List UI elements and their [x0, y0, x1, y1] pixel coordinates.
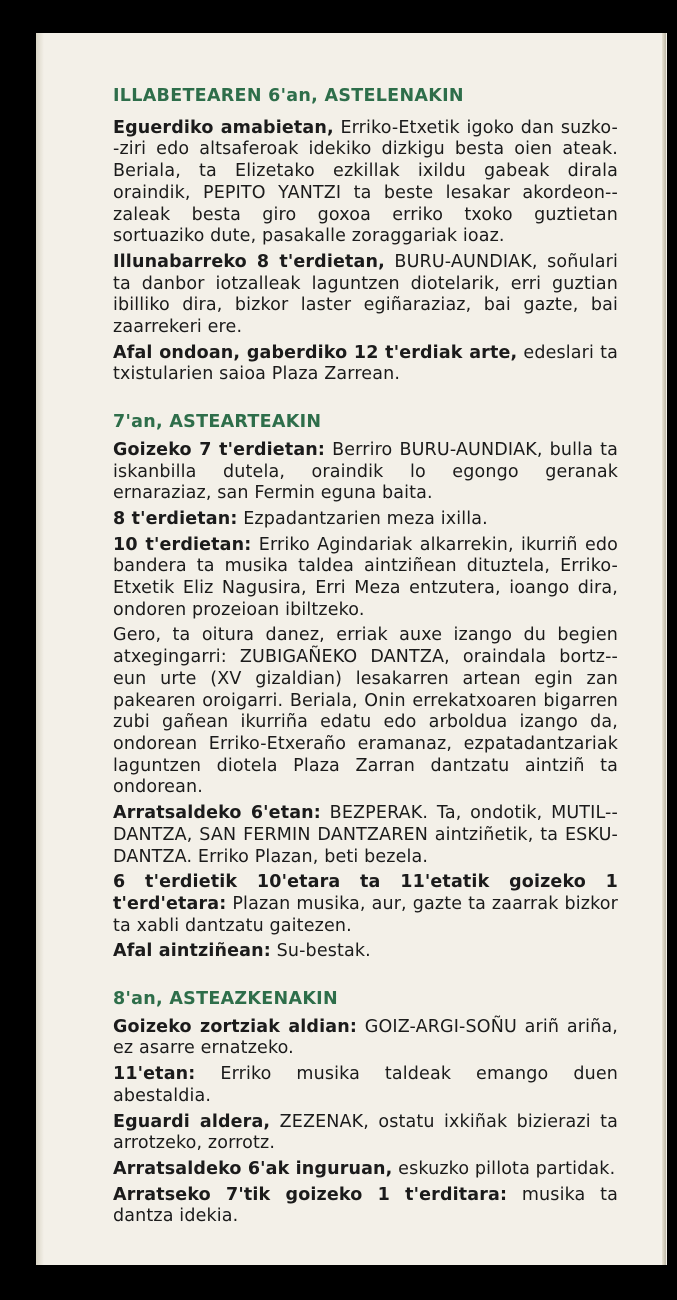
paragraph-text: ZEZENAK, ostatu ixkiñak bizierazi ta arrotzeko, zorrotz.	[113, 1111, 618, 1154]
paragraph-text: Erriko musika taldeak emango duen abestaldia.	[113, 1064, 618, 1106]
paragraph	[113, 803, 618, 868]
paragraph-lead: Afal ondoan, gaberdiko 12 t'erdiak arte,	[113, 342, 518, 363]
paragraph-lead: 8 t'erdietan:	[113, 508, 238, 529]
paragraph	[113, 1064, 618, 1107]
paragraph-lead: Goizeko zortziak aldian:	[113, 1016, 357, 1037]
paragraph	[113, 509, 618, 531]
paragraph-text: Erriko-Etxetik igoko dan suzko--ziri edo altsaferoak idekiko dizkigu besta oien ateak. Beriala, ta Elizetako ezkillak ixildu gabeak dirala oraindik, PEPITO YANTZI ta beste lesakar akordeon--zaleak besta giro goxoa erriko txoko guztietan sortuaziko dute, pasakalle zoraggariak ioaz.	[113, 117, 618, 247]
paragraph	[113, 1185, 618, 1228]
paragraph-lead: Eguerdiko amabietan,	[113, 117, 334, 138]
paragraph-lead: 6 t'erdietik 10'etara ta 11'etatik goizeko 1 t'erd'etara:	[113, 872, 618, 914]
paragraph	[113, 625, 618, 799]
paragraph-text: eskuzko pillota partidak.	[398, 1158, 616, 1179]
paragraph	[113, 118, 618, 248]
paragraph-text: edeslari ta txistularien saioa Plaza Zarrean.	[113, 342, 618, 385]
paragraph-lead: Arratsaldeko 6'ak inguruan,	[113, 1158, 393, 1179]
paragraph-text: BEZPERAK. Ta, ondotik, MUTIL--DANTZA, SAN FERMIN DANTZAREN aintziñetik, ta ESKU-DANTZA. Erriko Plazan, beti bezela.	[113, 803, 618, 867]
paragraph-text: GOIZ-ARGI-SOÑU ariñ ariña, ez asarre ernatzeko.	[113, 1016, 618, 1059]
paragraph-lead: 11'etan:	[113, 1064, 196, 1085]
paragraph-text: BURU-AUNDIAK, soñulari ta danbor iotzalleak laguntzen diotelarik, erri guztian ibilliko dira, bizkor laster egiñaraziaz, bai gazte, bai zaarrekeri ere.	[113, 251, 618, 338]
paragraph	[113, 941, 618, 963]
section-title-day-8: 8'an, ASTEAZKENAKIN	[113, 989, 338, 1010]
paragraph	[113, 1017, 618, 1060]
paragraph-lead: Goizeko 7 t'erdietan:	[113, 439, 326, 460]
page-spine	[36, 33, 44, 1265]
paragraph-text: Erriko Agindariak alkarrekin, ikurriñ edo bandera ta musika taldea aintziñean dituztela, Erriko-Etxetik Eliz Nagusira, Erri Meza entzutera, ioango dira, ondoren prozeioan ibiltzeko.	[113, 534, 618, 620]
paragraph	[113, 872, 618, 937]
paragraph-text: Gero, ta oitura danez, erriak auxe izango du begien atxegingarri: ZUBIGAÑEKO DANTZA, oraindala bortz--eun urte (XV gizaldian) lesakarren artean egin zan pakearen oroigarri. Beriala, Onin errekatxoaren bigarren zubi gañean ikurriña edatu edo arboldua izango da, ondorean Erriko-Etxeraño eramanaz, ezpatadantzariak laguntzen diotela Plaza Zarran dantzatu aintziñ ta ondorean.	[113, 625, 618, 798]
paragraph-text: Berriro BURU-AUNDIAK, bulla ta iskanbilla dutela, oraindik lo egongo geranak ernaraziaz, san Fermin eguna baita.	[113, 439, 618, 504]
paragraph-lead: Afal aintziñean:	[113, 941, 271, 962]
program-content	[113, 86, 618, 1232]
paragraph-text: Plazan musika, aur, gazte ta zaarrak bizkor ta xabli dantzatu gaitezen.	[113, 893, 618, 936]
paragraph-text: musika ta dantza idekia.	[113, 1184, 619, 1227]
paragraph-text: Su-bestak.	[276, 941, 371, 962]
paragraph	[113, 440, 618, 505]
paragraph-lead: Illunabarreko 8 t'erdietan,	[113, 251, 385, 272]
page-right-edge	[662, 33, 666, 1265]
section-title-day-6: ILLABETEAREN 6'an, ASTELENAKIN	[113, 86, 464, 106]
paragraph-lead: 10 t'erdietan:	[113, 534, 252, 555]
paragraph	[113, 343, 618, 386]
section-title-day-7: 7'an, ASTEARTEAKIN	[113, 412, 322, 433]
paragraph	[113, 1112, 618, 1155]
paragraph-lead: Arratsaldeko 6'etan:	[113, 803, 321, 824]
paragraph	[113, 535, 618, 622]
paragraph	[113, 1159, 618, 1181]
paragraph-lead: Arratseko 7'tik goizeko 1 t'erditara:	[113, 1184, 508, 1205]
paragraph-text: Ezpadantzarien meza ixilla.	[243, 508, 488, 529]
paragraph	[113, 252, 618, 339]
paragraph-lead: Eguardi aldera,	[113, 1111, 271, 1132]
